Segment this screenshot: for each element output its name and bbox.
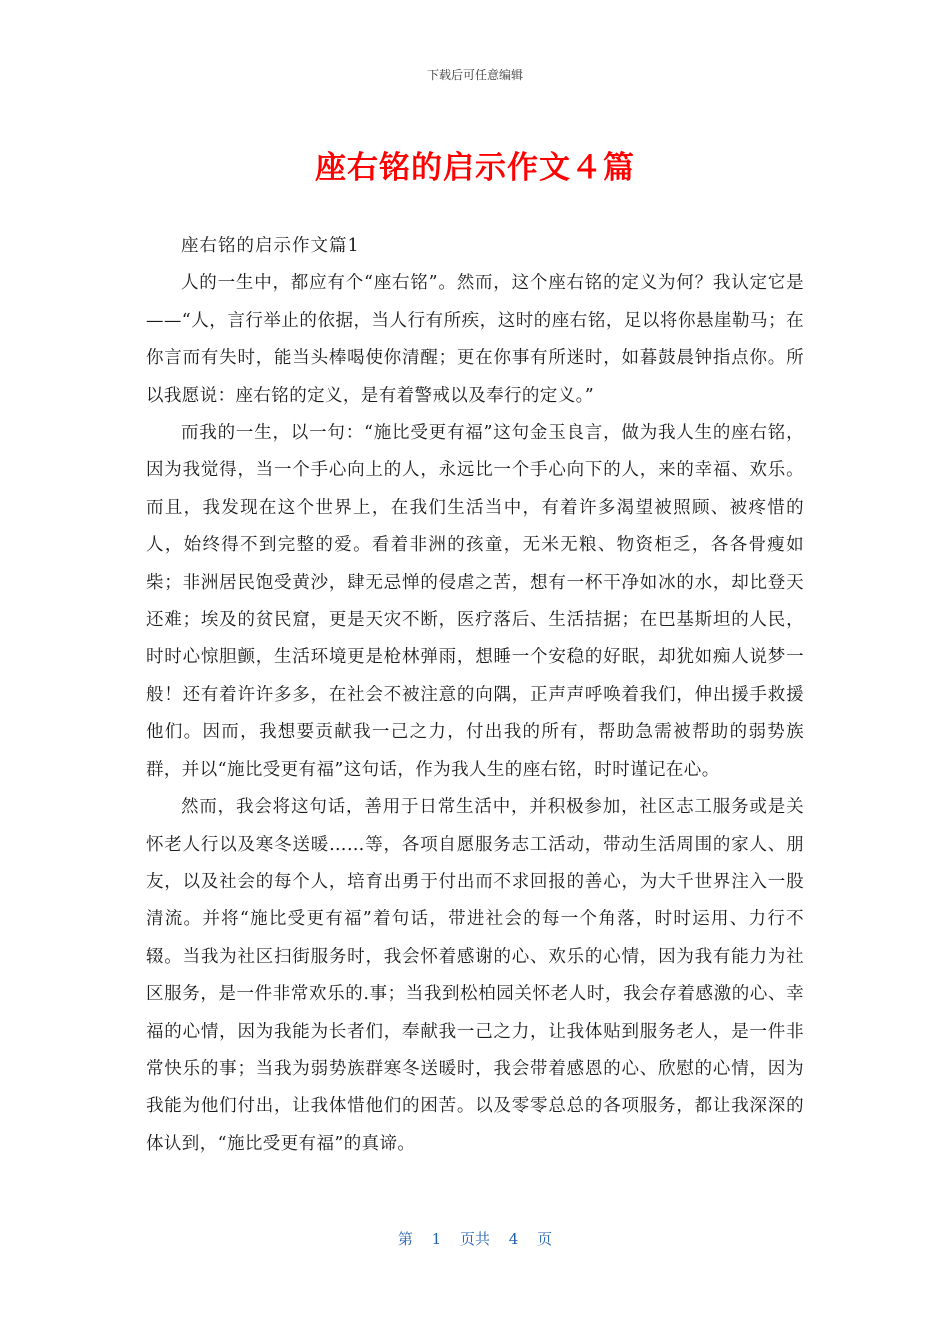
paragraph-3: 然而，我会将这句话，善用于日常生活中，并积极参加，社区志工服务或是关怀老人行以及寒冬送暖……等，各项自愿服务志工活动，带动生活周围的家人、朋友，以及社会的每个人，培育出勇于付出而不求回报的善心，为大千世界注入一股清流。并将“施比受更有福”着句话，带进社会的每一个角落，时时运用、力行不辍。当我为社区扫街服务时，我会怀着感谢的心、欢乐的心情，因为我有能力为社区服务，是一件非常欢乐的.事；当我到松柏园关怀老人时，我会存着感激的心、幸福的心情，因为我能为长者们，奉献我一己之力，让我体贴到服务老人，是一件非常快乐的事；当我为弱势族群寒冬送暖时，我会带着感恩的心、欣慰的心情，因为我能为他们付出，让我体惜他们的困苦。以及零零总总的各项服务，都让我深深的体认到，“施比受更有福”的真谛。: [146, 797, 804, 1154]
page-footer: [0, 1228, 950, 1249]
header-note: 下载后可任意编辑: [426, 68, 523, 82]
footer-suffix: 页: [537, 1230, 553, 1248]
footer-page-total: 4: [508, 1230, 519, 1248]
document-title: 座右铭的启示作文４篇: [315, 150, 635, 186]
footer-prefix: 第: [397, 1230, 413, 1248]
paragraph-2: 而我的一生，以一句：“施比受更有福”这句金玉良言，做为我人生的座右铭，因为我觉得，当一个手心向上的人，永远比一个手心向下的人，来的幸福、欢乐。而且，我发现在这个世界上，在我们生活当中，有着许多渴望被照顾、被疼惜的人，始终得不到完整的爱。看着非洲的孩童，无米无粮、物资柜乏，各各骨瘦如柴；非洲居民饱受黄沙，肆无忌惮的侵虐之苦，想有一杯干净如冰的水，却比登天还难；埃及的贫民窟，更是天灾不断，医疗落后、生活拮据；在巴基斯坦的人民，时时心惊胆颤，生活环境更是枪林弹雨，想睡一个安稳的好眠，却犹如痴人说梦一般！还有着许许多多，在社会不被注意的向隅，正声声呼唤着我们，伸出援手救援他们。因而，我想要贡献我一己之力，付出我的所有，帮助急需被帮助的弱势族群，并以“施比受更有福”这句话，作为我人生的座右铭，时时谨记在心。: [146, 423, 804, 780]
footer-mid: 页共: [459, 1230, 490, 1248]
section-subtitle: 座右铭的启示作文篇1: [181, 236, 360, 256]
paragraph-1: 人的一生中，都应有个“座右铭”。然而，这个座右铭的定义为何？我认定它是——“人，言行举止的依据，当人行有所疾，这时的座右铭，足以将你悬崖勒马；在你言而有失时，能当头棒喝使你清醒；更在你事有所迷时，如暮鼓晨钟指点你。所以我愿说：座右铭的定义，是有着警戒以及奉行的定义。”: [146, 273, 804, 406]
document-body: [146, 228, 804, 1163]
footer-page-current: 1: [431, 1230, 442, 1248]
